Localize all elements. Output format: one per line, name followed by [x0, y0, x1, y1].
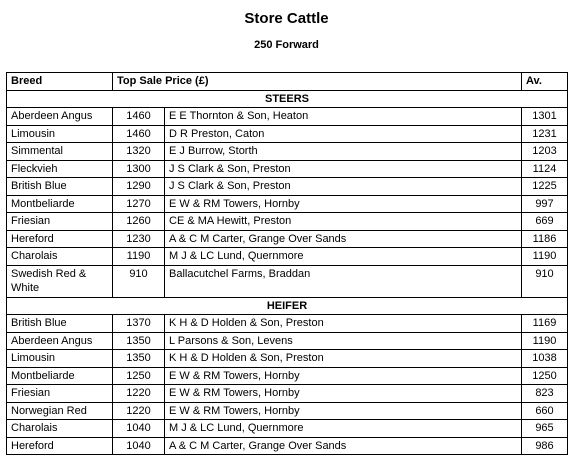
- breed-cell: Limousin: [7, 350, 113, 368]
- average-cell: 669: [522, 213, 568, 231]
- average-cell: 965: [522, 420, 568, 438]
- section-heading: HEIFER: [7, 297, 568, 315]
- table-row: [7, 385, 568, 403]
- seller-cell: E J Burrow, Storth: [165, 143, 522, 161]
- seller-cell: M J & LC Lund, Quernmore: [165, 248, 522, 266]
- table-row: [7, 230, 568, 248]
- table-row: [7, 420, 568, 438]
- seller-cell: E W & RM Towers, Hornby: [165, 385, 522, 403]
- breed-cell: Hereford: [7, 230, 113, 248]
- page-subtitle: 250 Forward: [254, 39, 319, 51]
- section-row-heifer: [7, 297, 568, 315]
- seller-cell: K H & D Holden & Son, Preston: [165, 315, 522, 333]
- price-cell: 910: [113, 265, 165, 297]
- section-heading: STEERS: [7, 90, 568, 108]
- seller-cell: E W & RM Towers, Hornby: [165, 195, 522, 213]
- table-body: [7, 90, 568, 455]
- seller-cell: A & C M Carter, Grange Over Sands: [165, 230, 522, 248]
- table-row: [7, 248, 568, 266]
- breed-cell: Charolais: [7, 420, 113, 438]
- average-cell: 910: [522, 265, 568, 297]
- table-row: [7, 402, 568, 420]
- store-cattle-table: [6, 72, 568, 455]
- table-row: [7, 178, 568, 196]
- breed-cell: British Blue: [7, 315, 113, 333]
- price-cell: 1230: [113, 230, 165, 248]
- table-row: [7, 195, 568, 213]
- breed-cell: Montbeliarde: [7, 195, 113, 213]
- table-row: [7, 108, 568, 126]
- table-row: [7, 213, 568, 231]
- breed-cell: Friesian: [7, 385, 113, 403]
- seller-cell: CE & MA Hewitt, Preston: [165, 213, 522, 231]
- table-row: [7, 160, 568, 178]
- average-cell: 1190: [522, 248, 568, 266]
- seller-cell: J S Clark & Son, Preston: [165, 178, 522, 196]
- average-cell: 823: [522, 385, 568, 403]
- average-cell: 1038: [522, 350, 568, 368]
- seller-cell: D R Preston, Caton: [165, 125, 522, 143]
- average-cell: 660: [522, 402, 568, 420]
- seller-cell: E W & RM Towers, Hornby: [165, 402, 522, 420]
- average-cell: 1124: [522, 160, 568, 178]
- price-cell: 1220: [113, 402, 165, 420]
- breed-cell: Hereford: [7, 437, 113, 455]
- table-row: [7, 143, 568, 161]
- breed-cell: Swedish Red & White: [7, 265, 113, 297]
- average-cell: 997: [522, 195, 568, 213]
- price-cell: 1320: [113, 143, 165, 161]
- price-cell: 1270: [113, 195, 165, 213]
- average-cell: 1301: [522, 108, 568, 126]
- price-cell: 1300: [113, 160, 165, 178]
- average-cell: 1250: [522, 367, 568, 385]
- table-row: [7, 367, 568, 385]
- average-cell: 1203: [522, 143, 568, 161]
- average-cell: 986: [522, 437, 568, 455]
- average-cell: 1231: [522, 125, 568, 143]
- breed-cell: Norwegian Red: [7, 402, 113, 420]
- breed-cell: Aberdeen Angus: [7, 332, 113, 350]
- table-row: [7, 265, 568, 297]
- price-cell: 1040: [113, 420, 165, 438]
- seller-cell: M J & LC Lund, Quernmore: [165, 420, 522, 438]
- table-row: [7, 350, 568, 368]
- seller-cell: Ballacutchel Farms, Braddan: [165, 265, 522, 297]
- header-breed: Breed: [7, 73, 113, 91]
- price-cell: 1190: [113, 248, 165, 266]
- price-cell: 1350: [113, 350, 165, 368]
- section-row-steers: [7, 90, 568, 108]
- price-cell: 1350: [113, 332, 165, 350]
- price-cell: 1220: [113, 385, 165, 403]
- table-row: [7, 332, 568, 350]
- breed-cell: Aberdeen Angus: [7, 108, 113, 126]
- seller-cell: K H & D Holden & Son, Preston: [165, 350, 522, 368]
- seller-cell: J S Clark & Son, Preston: [165, 160, 522, 178]
- table-row: [7, 315, 568, 333]
- breed-cell: Simmental: [7, 143, 113, 161]
- breed-cell: Fleckvieh: [7, 160, 113, 178]
- price-cell: 1460: [113, 125, 165, 143]
- price-cell: 1260: [113, 213, 165, 231]
- header-row: [7, 73, 568, 91]
- seller-cell: E W & RM Towers, Hornby: [165, 367, 522, 385]
- table-row: [7, 125, 568, 143]
- price-cell: 1250: [113, 367, 165, 385]
- seller-cell: A & C M Carter, Grange Over Sands: [165, 437, 522, 455]
- breed-cell: Charolais: [7, 248, 113, 266]
- seller-cell: L Parsons & Son, Levens: [165, 332, 522, 350]
- header-price: Top Sale Price (£): [113, 73, 522, 91]
- breed-cell: British Blue: [7, 178, 113, 196]
- average-cell: 1225: [522, 178, 568, 196]
- page-title: Store Cattle: [244, 10, 329, 27]
- price-cell: 1460: [113, 108, 165, 126]
- table-row: [7, 437, 568, 455]
- price-cell: 1290: [113, 178, 165, 196]
- average-cell: 1186: [522, 230, 568, 248]
- header-av: Av.: [522, 73, 568, 91]
- price-cell: 1370: [113, 315, 165, 333]
- breed-cell: Montbeliarde: [7, 367, 113, 385]
- average-cell: 1190: [522, 332, 568, 350]
- seller-cell: E E Thornton & Son, Heaton: [165, 108, 522, 126]
- average-cell: 1169: [522, 315, 568, 333]
- price-cell: 1040: [113, 437, 165, 455]
- breed-cell: Limousin: [7, 125, 113, 143]
- breed-cell: Friesian: [7, 213, 113, 231]
